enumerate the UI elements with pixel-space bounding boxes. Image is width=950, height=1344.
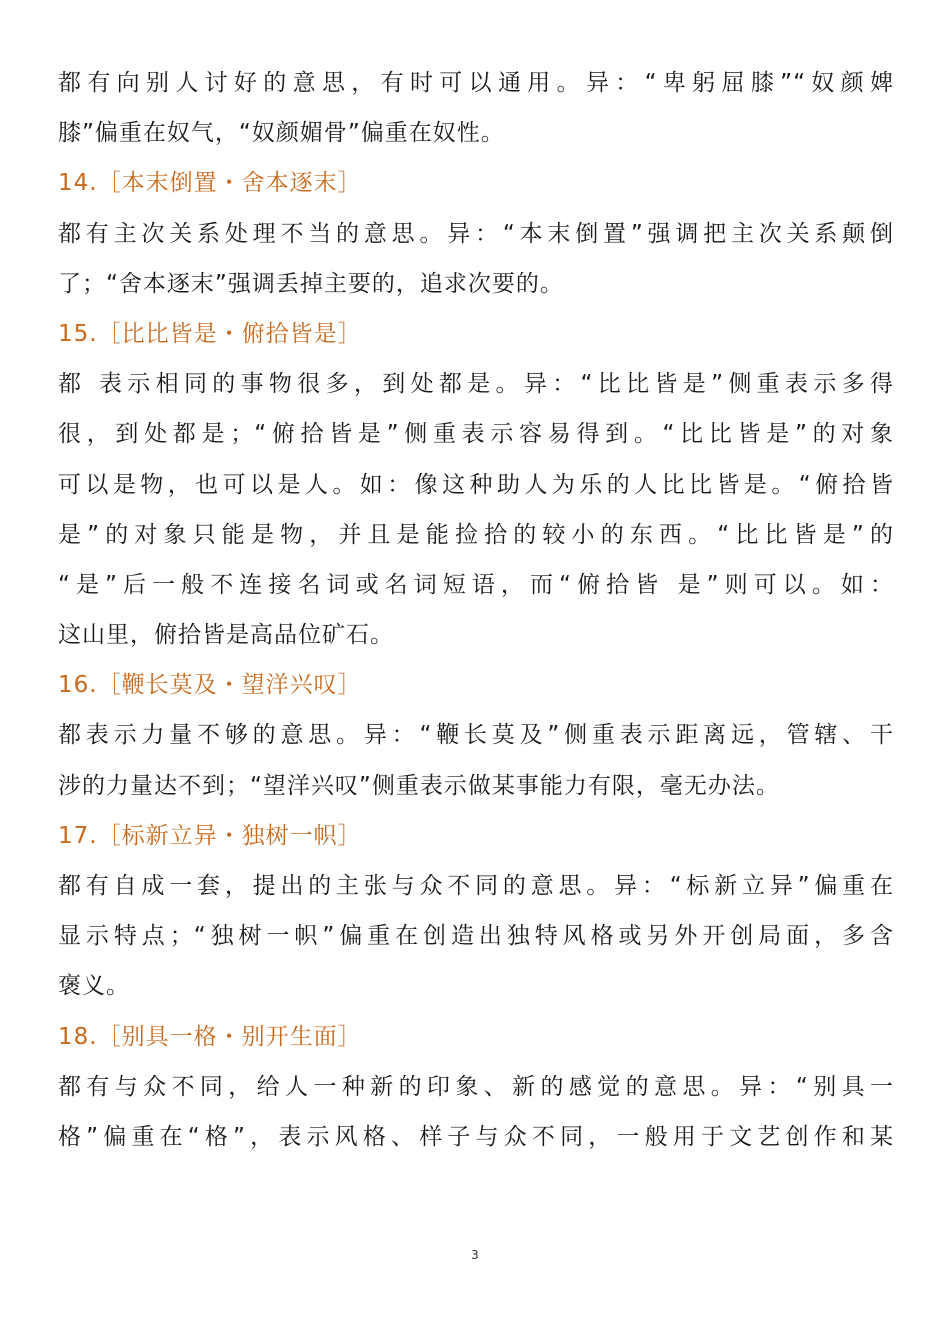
paragraph-line: 了；“舍本逐末”强调丢掉主要的，追求次要的。 (58, 270, 564, 297)
entry-heading-16: 16.［鞭长莫及・望洋兴叹］ (58, 672, 362, 699)
paragraph-line: 都有自成一套，提出的主张与众不同的意思。异：“标新立异”偏重在 (58, 873, 894, 899)
paragraph-line: 都有主次关系处理不当的意思。异：“本末倒置”强调把主次关系颠倒 (58, 220, 894, 247)
paragraph-line: 都 表示相同的事物很多，到处都是。异：“比比皆是”侧重表示多得 (58, 371, 894, 398)
entry-heading-17: 17.［标新立异・独树一帜］ (58, 822, 362, 849)
paragraph-line: 这山里，俯拾皆是高品位矿石。 (58, 622, 394, 649)
entry-heading-14: 14.［本末倒置・舍本逐末］ (58, 170, 362, 197)
entry-heading-18: 18.［别具一格・别开生面］ (58, 1023, 362, 1050)
paragraph-line: 都有与众不同，给人一种新的印象、新的感觉的意思。异：“别具一 (58, 1073, 894, 1100)
paragraph-line: 都表示力量不够的意思。异：“鞭长莫及”侧重表示距离远，管辖、干 (58, 722, 894, 749)
paragraph-line: “是”后一般不连接名词或名词短语，而“俯拾皆 是”则可以。如： (58, 571, 894, 598)
paragraph-line: 都有向别人讨好的意思，有时可以通用。异：“卑躬屈膝”“奴颜婢 (58, 70, 894, 96)
paragraph-line: 是”的对象只能是物，并且是能捡拾的较小的东西。“比比皆是”的 (58, 521, 894, 548)
document-body (58, 58, 894, 1162)
paragraph-line: 可以是物，也可以是人。如：像这种助人为乐的人比比皆是。“俯拾皆 (58, 471, 894, 498)
paragraph-line: 格”偏重在“格”，表示风格、样子与众不同，一般用于文艺创作和某 (58, 1123, 894, 1150)
paragraph-line: 膝”偏重在奴气，“奴颜媚骨”偏重在奴性。 (58, 120, 505, 147)
paragraph-line: 显示特点；“独树一帜”偏重在创造出独特风格或另外开创局面，多含 (58, 923, 894, 950)
page-number: 3 (471, 1248, 479, 1262)
paragraph-line: 褒义。 (58, 973, 130, 1000)
entry-heading-15: 15.［比比皆是・俯拾皆是］ (58, 320, 362, 347)
paragraph-line: 很，到处都是；“俯拾皆是”侧重表示容易得到。“比比皆是”的对象 (58, 421, 894, 448)
paragraph-line: 涉的力量达不到；“望洋兴叹”侧重表示做某事能力有限，毫无办法。 (58, 772, 780, 799)
